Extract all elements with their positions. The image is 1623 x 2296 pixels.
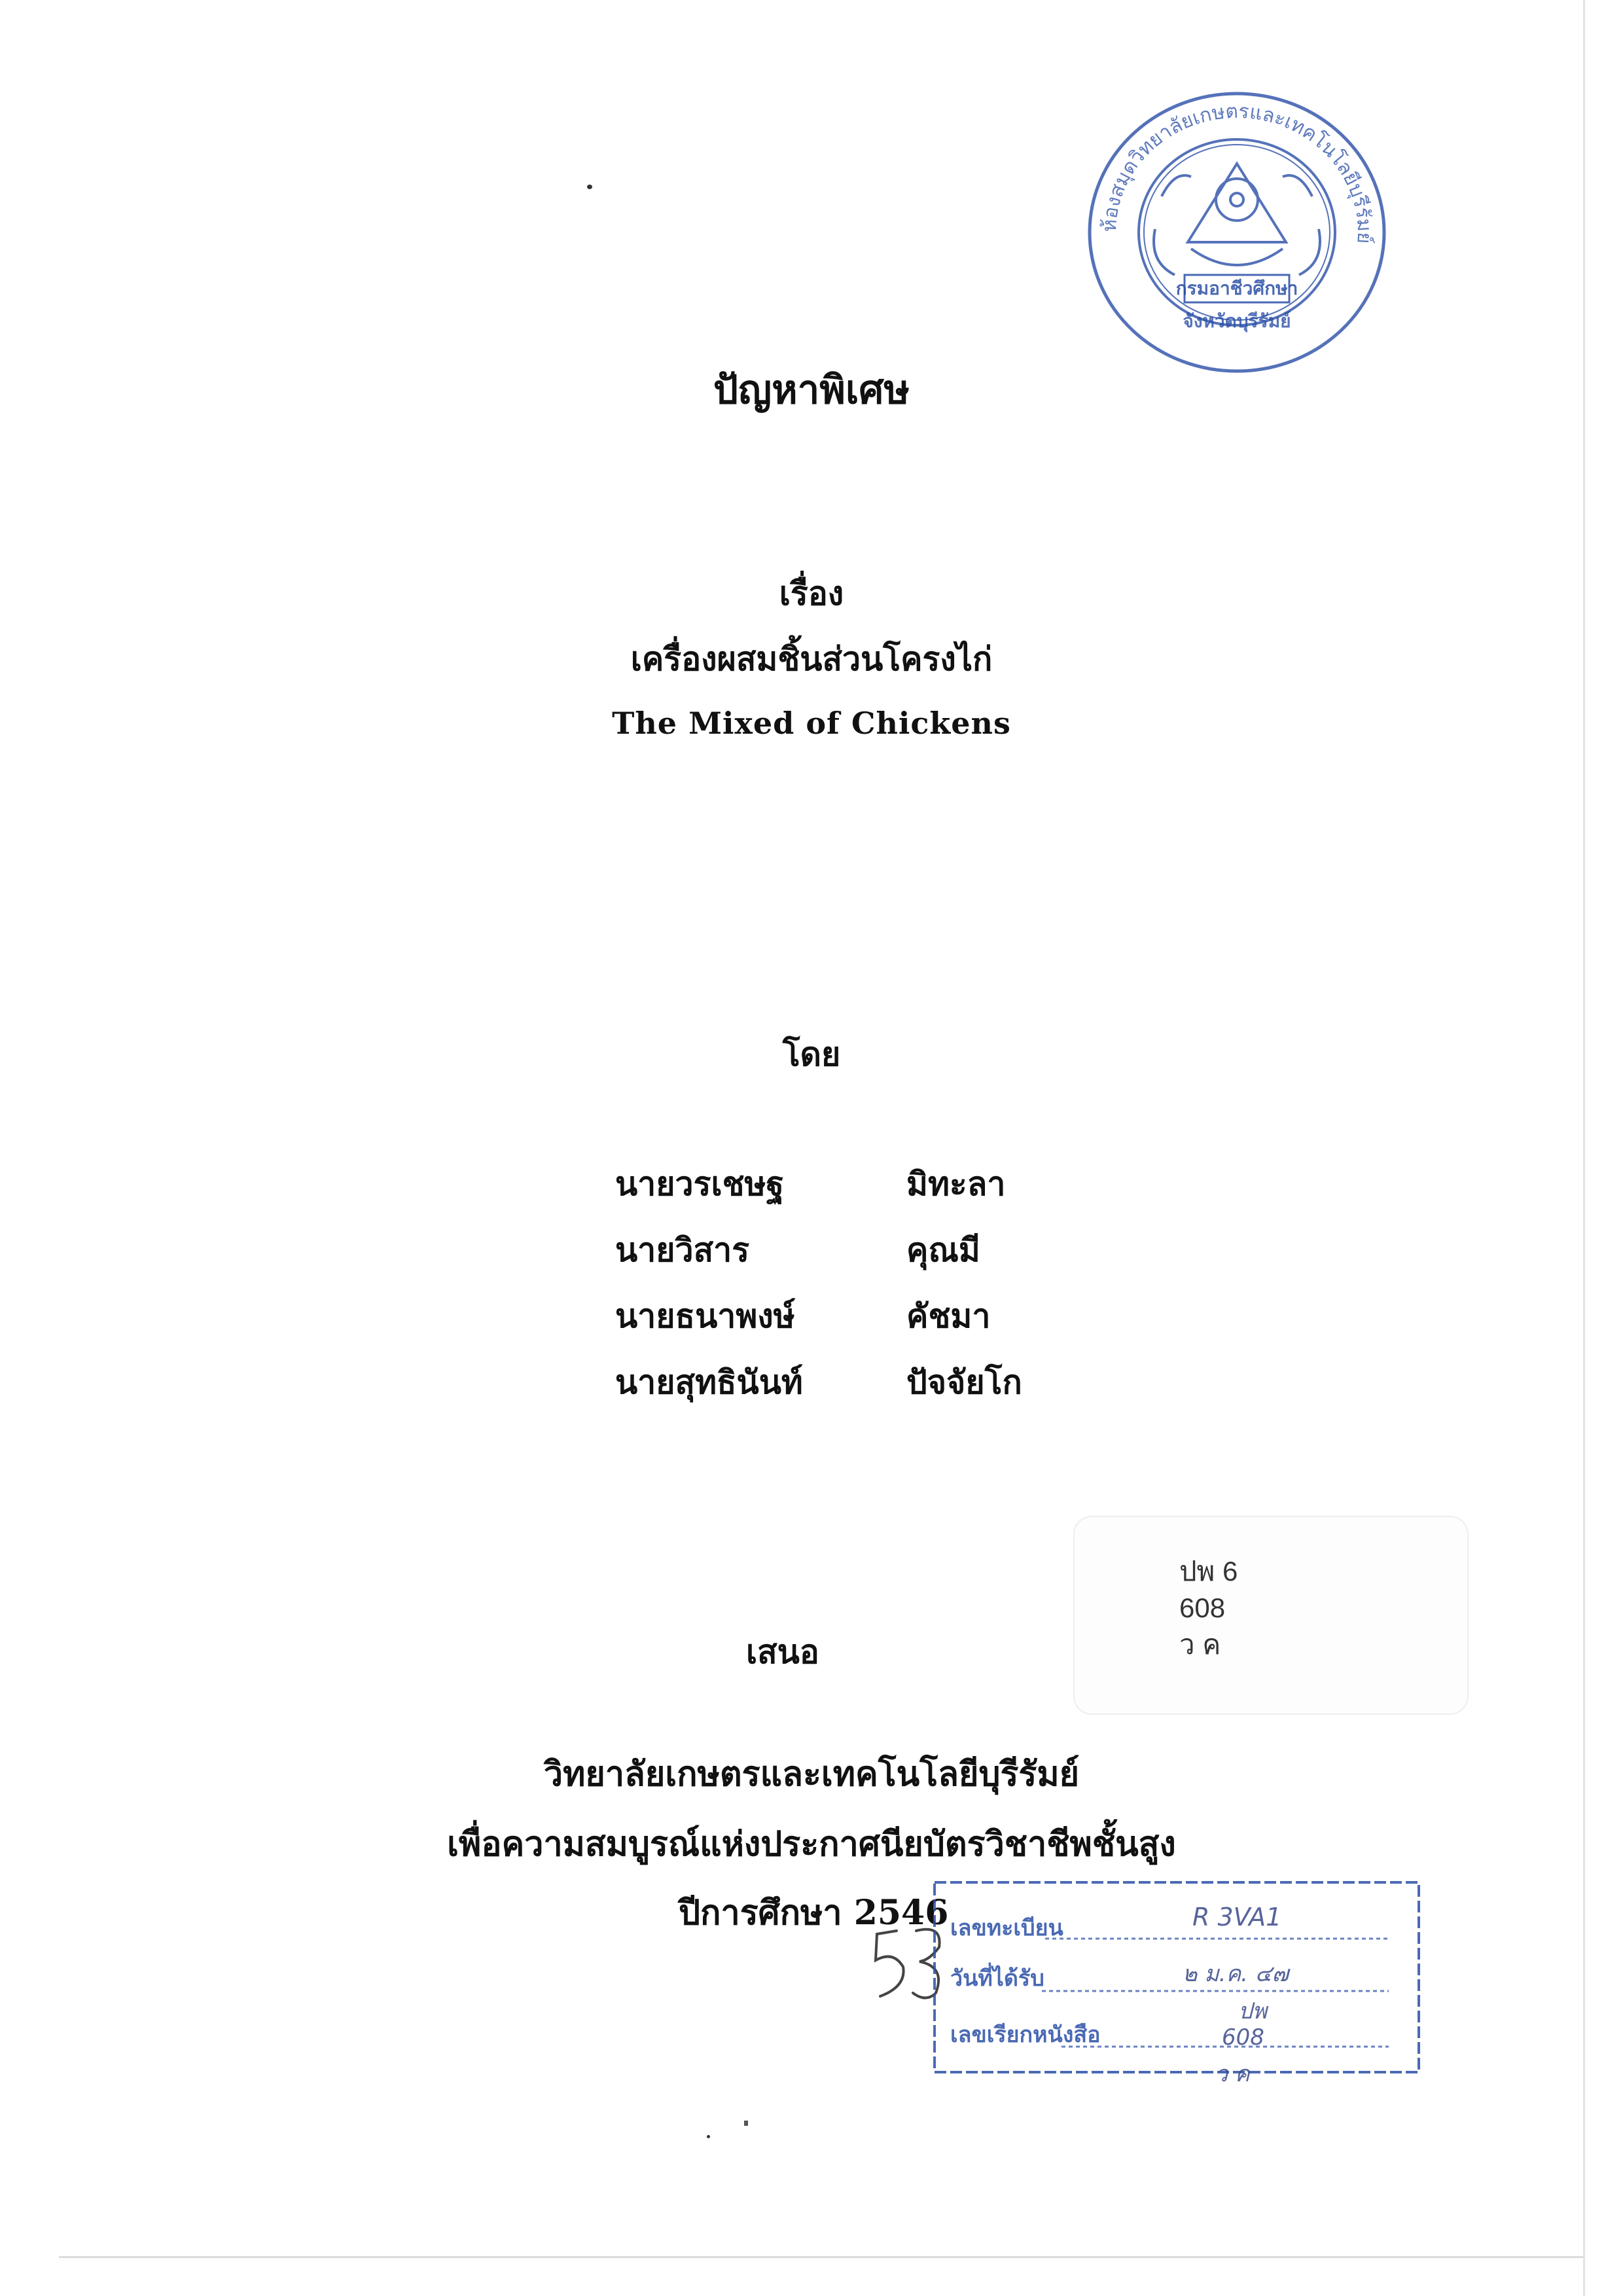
paper-edge-bottom [59, 2256, 1584, 2258]
scan-speck [744, 2121, 748, 2126]
paper-edge [1583, 0, 1585, 2296]
seal-ring-text: ห้องสมุดวิทยาลัยเกษตรและเทคโนโลยีบุรีรัมย์ [1097, 99, 1376, 245]
call-number-value: ว ค [1215, 2061, 1250, 2087]
call-number-line: ว ค [1179, 1629, 1221, 1660]
document-title: ปัญหาพิเศษ [713, 367, 910, 413]
date-received-label: วันที่ได้รับ [950, 1965, 1044, 1992]
presented-to-label: เสนอ [746, 1632, 819, 1671]
author-list [615, 1158, 1073, 1423]
scan-speck [707, 2135, 710, 2138]
author-last-name: มิทะลา [906, 1164, 1006, 1203]
author-first-name: นายวรเชษฐ [615, 1164, 785, 1203]
call-number-value: ปพ [1238, 1998, 1267, 2024]
subject-label: เรื่อง [779, 574, 844, 613]
author-last-name: คัชมา [906, 1297, 991, 1335]
scan-speck [587, 185, 592, 189]
reg-number-value: R 3VA1 [1192, 1903, 1282, 1931]
thai-project-title: เครื่องผสมชิ้นส่วนโครงไก่ [630, 639, 993, 678]
author-first-name: นายวิสาร [615, 1230, 750, 1269]
call-number-line: ปพ 6 [1179, 1556, 1238, 1587]
call-number-value: 608 [1222, 2024, 1264, 2051]
author-last-name: ปัจจัยโก [906, 1363, 1022, 1401]
call-number-line: 608 [1179, 1592, 1226, 1623]
seal-banner-text: กรมอาชีวศึกษา [1175, 278, 1298, 299]
call-number-label [1075, 1517, 1467, 1713]
author-last-name: คุณมี [906, 1230, 980, 1269]
academic-year: ปีการศึกษา 2546 [679, 1893, 949, 1933]
library-seal-stamp [1077, 79, 1397, 386]
author-first-name: นายธนาพงษ์ [615, 1297, 795, 1335]
english-project-title: The Mixed of Chickens [612, 706, 1011, 741]
author-row [615, 1225, 1073, 1291]
institution-name: วิทยาลัยเกษตรและเทคโนโลยีบุรีรัมย์ [543, 1754, 1080, 1794]
date-received-value: ๒ ม.ค. ๔๗ [1183, 1961, 1289, 1987]
seal-bottom-text: จังหวัดบุรีรัมย์ [1183, 310, 1291, 332]
author-row [615, 1158, 1073, 1225]
author-row [615, 1357, 1073, 1423]
author-row [615, 1291, 1073, 1357]
by-label: โดย [782, 1035, 841, 1073]
call-number-field-label: เลขเรียกหนังสือ [950, 2022, 1101, 2048]
reg-number-label: เลขทะเบียน [950, 1915, 1063, 1941]
registration-stamp [931, 1873, 1428, 2122]
author-first-name: นายสุทธินันท์ [615, 1363, 803, 1401]
degree-purpose: เพื่อความสมบูรณ์แห่งประกาศนียบัตรวิชาชีพชั้นสูง [447, 1824, 1176, 1864]
